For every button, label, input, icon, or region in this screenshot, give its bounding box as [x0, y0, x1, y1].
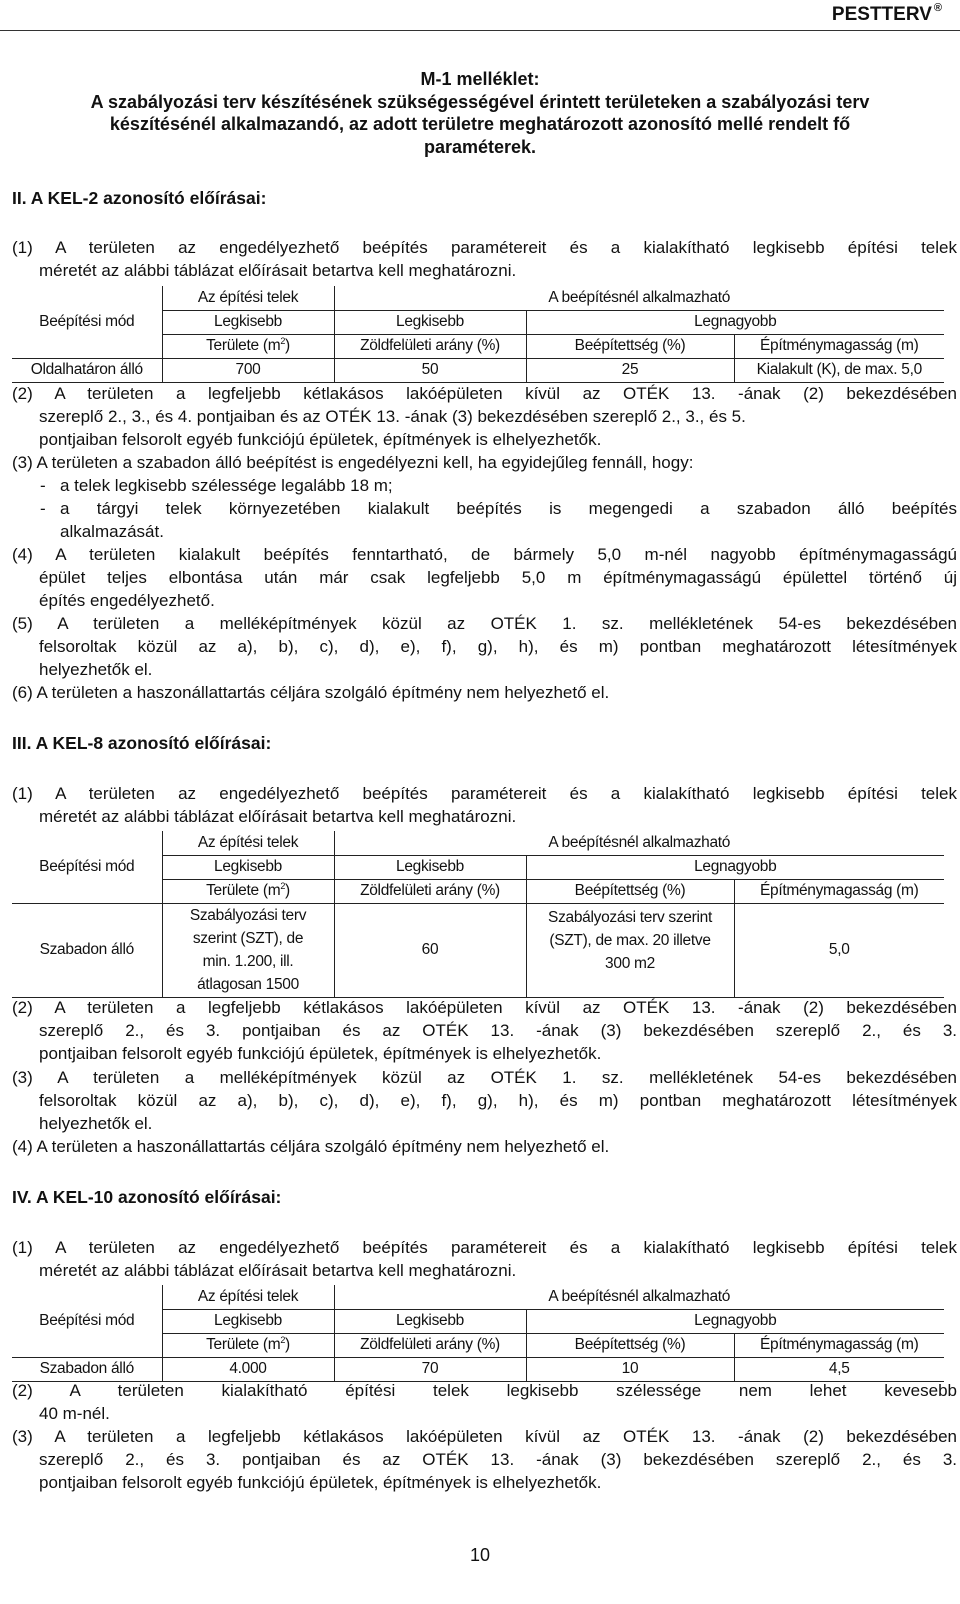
- table-cell-built: 10: [526, 1357, 734, 1381]
- table-header-zold: Zöldfelületi arány (%): [334, 1333, 526, 1357]
- kel8-paragraph-3: (3) A területen a melléképítmények közül az OTÉK 1. sz. mellékletének 54-es bekezdésében felsoroltak közül az a), b), c), d), e), f), g), h), és m) pontban meghatározott létesítmények helyezhetők el.: [12, 1068, 957, 1133]
- table-header-terulete: Területe $(m^2)$: [162, 334, 334, 358]
- table-header-mode: Beépítési mód: [39, 1311, 135, 1329]
- kel2-paragraph-5: (5) A területen a melléképítmények közül az OTÉK 1. sz. mellékletének 54-es bekezdésében felsoroltak közül az a), b), c), d), e), f), g), h), és m) pontban meghatározott létesítmények helyezhetők el.: [12, 614, 957, 679]
- table-header-beepitettseg: Beépítettség (%): [526, 1333, 734, 1357]
- kel10-paragraph-2: (2) A területen kialakítható építési telek legkisebb szélessége nem lehet kevesebb 40 m-nél.: [12, 1381, 957, 1423]
- table-header-alkalmazhato: A beépítésnél alkalmazható: [334, 831, 944, 855]
- table-header-legkisebb: Legkisebb: [334, 310, 526, 334]
- list-item: - a tárgyi telek környezetében kialakult beépítés is megengedi a szabadon álló beépítés: [40, 499, 957, 518]
- table-header-alkalmazhato: A beépítésnél alkalmazható: [334, 1285, 944, 1309]
- table-row: [12, 358, 944, 382]
- kel2-parameter-table: [12, 286, 944, 383]
- appendix-heading: [30, 68, 930, 158]
- table-header-terulete: Területe $(m^2)$: [162, 1333, 334, 1357]
- table-cell-green: 50: [334, 358, 526, 382]
- table-cell-area: 4.000: [162, 1357, 334, 1381]
- table-header-legnagyobb: Legnagyobb: [526, 855, 944, 879]
- table-header-magassag: Építménymagasság (m): [734, 1333, 944, 1357]
- table-header-terulete: Területe $(m^2)$: [162, 879, 334, 903]
- table-header-mode: Beépítési mód: [39, 857, 135, 875]
- table-cell-height: Kialakult (K), de max. 5,0: [734, 358, 944, 382]
- table-header-legkisebb: Legkisebb: [162, 310, 334, 334]
- table-header-mode: Beépítési mód: [39, 312, 135, 330]
- table-header-legnagyobb: Legnagyobb: [526, 1309, 944, 1333]
- page-number: 10: [469, 1545, 491, 1565]
- kel2-paragraph-2: (2) A területen a legfeljebb kétlakásos lakóépületen kívül az OTÉK 13. -ának (2) bekezdésében szereplő 2., 3., és 4. pontjaiban és az OTÉK 13. -ának (3) bekezdésében szereplő 2., 3., és 5. pontjaiban felsorolt egyéb funkciójú épületek, építmények is elhelyezhetők.: [12, 384, 957, 449]
- table-header-alkalmazhato: A beépítésnél alkalmazható: [334, 286, 944, 310]
- list-item: - a telek legkisebb szélessége legalább 18 m;: [40, 476, 393, 495]
- section-title-kel10: IV. A KEL-10 azonosító előírásai:: [12, 1187, 282, 1207]
- table-header-beepitettseg: Beépítettség (%): [526, 879, 734, 903]
- table-cell-mode: Szabadon álló: [12, 1357, 162, 1381]
- table-cell-mode: Oldalhatáron álló: [12, 358, 162, 382]
- kel2-paragraph-4: (4) A területen kialakult beépítés fenntartható, de bármely 5,0 m-nél nagyobb építménymagasságú épület teljes elbontása után már csak legfeljebb 5,0 m építménymagasságú épülettel történő új építés engedélyezhető.: [12, 545, 957, 610]
- table-cell-green: 60: [334, 903, 526, 997]
- kel10-parameter-table: [12, 1285, 944, 1382]
- kel2-paragraph-3: (3) A területen a szabadon álló beépítést is engedélyezni kell, ha egyidejűleg fennáll, hogy: - a telek legkisebb szélessége legalább 18 m; - a tárgyi telek környezetében kialakult beépítés is megengedi a szabadon álló beépítés alkalmazását.: [12, 453, 957, 541]
- table-header-zold: Zöldfelületi arány (%): [334, 879, 526, 903]
- kel8-paragraph-4: (4) A területen a haszonállattartás céljára szolgáló építmény nem helyezhető el.: [12, 1137, 610, 1156]
- registered-mark: ®: [933, 2, 942, 14]
- header-divider: [0, 30, 960, 31]
- table-cell-mode: Szabadon álló: [12, 903, 162, 997]
- kel8-paragraph-2: (2) A területen a legfeljebb kétlakásos lakóépületen kívül az OTÉK 13. -ának (2) bekezdésében szereplő 2., és 3. pontjaiban és az OTÉK 13. -ának (3) bekezdésében szereplő 2., és 3. pontjaiban felsorolt egyéb funkciójú épületek, építmények is elhelyezhetők.: [12, 998, 957, 1063]
- table-cell-built: Szabályozási terv szerint (SZT), de max. 20 illetve 300 m2: [526, 903, 734, 997]
- table-cell-area: 700: [162, 358, 334, 382]
- table-cell-built: 25: [526, 358, 734, 382]
- kel2-paragraph-1: (1) A területen az engedélyezhető beépítés paramétereit és a kialakítható legkisebb építési telek méretét az alábbi táblázat előírásait betartva kell meghatározni.: [12, 238, 957, 280]
- kel10-paragraph-3: (3) A területen a legfeljebb kétlakásos lakóépületen kívül az OTÉK 13. -ának (2) bekezdésében szereplő 2., és 3. pontjaiban és az OTÉK 13. -ának (3) bekezdésében szereplő 2., és 3. pontjaiban felsorolt egyéb funkciójú épületek, építmények is elhelyezhetők.: [12, 1427, 957, 1492]
- table-row: [12, 1357, 944, 1381]
- table-cell-height: 5,0: [734, 903, 944, 997]
- appendix-title-line: paraméterek.: [423, 136, 537, 157]
- table-cell-area: Szabályozási terv szerint (SZT), de min. 1.200, ill. átlagosan 1500: [162, 903, 334, 997]
- table-header-beepitettseg: Beépítettség (%): [526, 334, 734, 358]
- table-header-telek: Az építési telek: [162, 286, 334, 310]
- table-header-legkisebb: Legkisebb: [334, 1309, 526, 1333]
- appendix-label: M-1 melléklet:: [420, 69, 540, 89]
- table-header-magassag: Építménymagasság (m): [734, 334, 944, 358]
- table-header-magassag: Építménymagasság (m): [734, 879, 944, 903]
- table-row: [12, 903, 944, 997]
- table-cell-height: 4,5: [734, 1357, 944, 1381]
- header-brand: PESTTERV ®: [831, 2, 942, 25]
- kel8-paragraph-1: (1) A területen az engedélyezhető beépítés paramétereit és a kialakítható legkisebb építési telek méretét az alábbi táblázat előírásait betartva kell meghatározni.: [12, 784, 957, 826]
- kel8-parameter-table: [12, 831, 944, 998]
- table-header-telek: Az építési telek: [162, 831, 334, 855]
- section-title-kel2: II. A KEL-2 azonosító előírásai:: [12, 188, 267, 208]
- table-header-legkisebb: Legkisebb: [162, 855, 334, 879]
- kel2-paragraph-6: (6) A területen a haszonállattartás céljára szolgáló építmény nem helyezhető el.: [12, 683, 610, 702]
- table-header-legnagyobb: Legnagyobb: [526, 310, 944, 334]
- table-header-legkisebb: Legkisebb: [162, 1309, 334, 1333]
- section-title-kel8: III. A KEL-8 azonosító előírásai:: [12, 733, 272, 753]
- table-header-telek: Az építési telek: [162, 1285, 334, 1309]
- table-header-legkisebb: Legkisebb: [334, 855, 526, 879]
- table-header-zold: Zöldfelületi arány (%): [334, 334, 526, 358]
- kel10-paragraph-1: (1) A területen az engedélyezhető beépítés paramétereit és a kialakítható legkisebb építési telek méretét az alábbi táblázat előírásait betartva kell meghatározni.: [12, 1238, 957, 1280]
- appendix-title-line: készítésénél alkalmazandó, az adott területre meghatározott azonosító mellé rendelt fő: [109, 114, 851, 134]
- appendix-title-line: A szabályozási terv készítésének szükségességével érintett területeken a szabályozási terv: [90, 91, 870, 112]
- table-cell-green: 70: [334, 1357, 526, 1381]
